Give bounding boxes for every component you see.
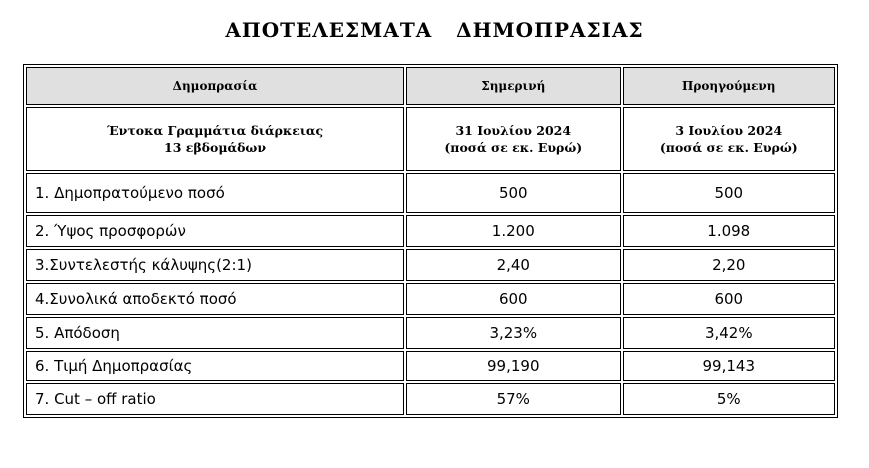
row-current-value: 600 — [406, 283, 621, 315]
row-label: 6. Τιμή Δημοπρασίας — [26, 351, 404, 381]
row-previous-value: 99,143 — [623, 351, 835, 381]
table-subheader-row — [26, 107, 835, 171]
row-current-value: 500 — [406, 173, 621, 213]
row-current-value: 99,190 — [406, 351, 621, 381]
auction-results-table — [23, 64, 838, 418]
instrument-line-2: 13 εβδομάδων — [164, 140, 267, 155]
row-previous-value: 2,20 — [623, 249, 835, 281]
table-row — [26, 173, 835, 213]
table-row — [26, 383, 835, 415]
row-label: 7. Cut – off ratio — [26, 383, 404, 415]
row-previous-value: 1.098 — [623, 215, 835, 247]
previous-date: 3 Ιουλίου 2024 — [675, 123, 783, 138]
row-current-value: 57% — [406, 383, 621, 415]
table-row — [26, 351, 835, 381]
row-label: 2. Ύψος προσφορών — [26, 215, 404, 247]
previous-units: (ποσά σε εκ. Ευρώ) — [659, 140, 798, 155]
row-previous-value: 5% — [623, 383, 835, 415]
row-label: 5. Απόδοση — [26, 317, 404, 349]
row-current-value: 3,23% — [406, 317, 621, 349]
instrument-line-1: Έντοκα Γραμμάτια διάρκειας — [106, 123, 324, 138]
subheader-previous-date — [623, 107, 835, 171]
subheader-instrument — [26, 107, 404, 171]
row-label: 1. Δημοπρατούμενο ποσό — [26, 173, 404, 213]
row-current-value: 2,40 — [406, 249, 621, 281]
page-title: ΑΠΟΤΕΛΕΣΜΑΤΑ ΔΗΜΟΠΡΑΣΙΑΣ — [225, 18, 644, 42]
row-label: 3.Συντελεστής κάλυψης(2:1) — [26, 249, 404, 281]
table-row — [26, 317, 835, 349]
header-current: Σημερινή — [406, 67, 621, 105]
table-row — [26, 283, 835, 315]
table-header-row — [26, 67, 835, 105]
row-label: 4.Συνολικά αποδεκτό ποσό — [26, 283, 404, 315]
row-previous-value: 3,42% — [623, 317, 835, 349]
row-current-value: 1.200 — [406, 215, 621, 247]
header-auction: Δημοπρασία — [26, 67, 404, 105]
current-date: 31 Ιουλίου 2024 — [455, 123, 572, 138]
header-previous: Προηγούμενη — [623, 67, 835, 105]
table-row — [26, 249, 835, 281]
subheader-current-date — [406, 107, 621, 171]
row-previous-value: 600 — [623, 283, 835, 315]
row-previous-value: 500 — [623, 173, 835, 213]
current-units: (ποσά σε εκ. Ευρώ) — [444, 140, 583, 155]
table-row — [26, 215, 835, 247]
